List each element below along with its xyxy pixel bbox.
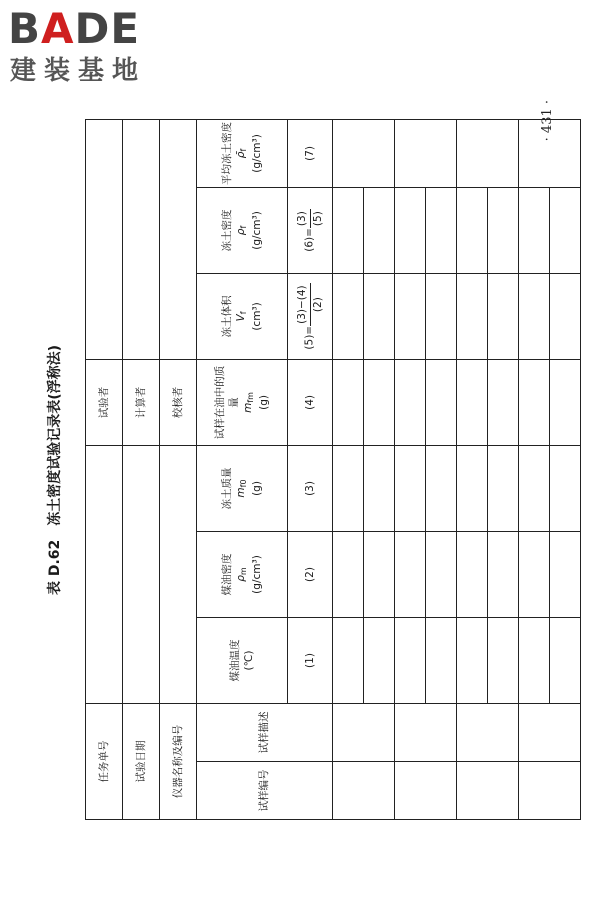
data-cell[interactable] (364, 187, 395, 273)
data-cell[interactable] (488, 532, 519, 618)
data-cell[interactable] (333, 119, 395, 187)
info-row-3 (160, 119, 197, 819)
data-cell[interactable] (395, 618, 426, 704)
rotated-page (40, 100, 560, 840)
data-row (333, 119, 364, 819)
header-sample-desc: 试样描述 (197, 704, 333, 762)
instrument-label: 仪器名称及编号 (160, 704, 197, 820)
data-cell[interactable] (457, 618, 488, 704)
index-5-formula: (5)= (3)−(4) (2) (288, 273, 333, 359)
data-cell[interactable] (395, 119, 457, 187)
header-col2: 煤油密度 $\rho_m$ (g/cm³) (197, 532, 288, 618)
data-cell[interactable] (457, 273, 488, 359)
index-6-formula: (6)= (3) (5) (288, 187, 333, 273)
checker-value[interactable] (160, 119, 197, 359)
logo-brand-text: BADE (8, 4, 141, 53)
data-cell[interactable] (333, 618, 364, 704)
data-cell[interactable] (426, 445, 457, 531)
data-cell[interactable] (457, 445, 488, 531)
data-cell[interactable] (457, 359, 488, 445)
data-cell[interactable] (395, 762, 457, 820)
data-cell[interactable] (333, 445, 364, 531)
data-cell[interactable] (395, 273, 426, 359)
data-cell[interactable] (364, 273, 395, 359)
data-cell[interactable] (395, 445, 426, 531)
logo-chinese-text: 建装基地 (10, 56, 147, 86)
index-3: (3) (288, 445, 333, 531)
info-row-2 (123, 119, 160, 819)
data-cell[interactable] (395, 704, 457, 762)
calculator-value[interactable] (123, 119, 160, 359)
index-1: (1) (288, 618, 333, 704)
data-cell[interactable] (395, 187, 426, 273)
header-col3: 冻土质量 $m_{f0}$ (g) (197, 445, 288, 531)
header-col4: 试样在油中的质量 $m_{fm}$ (g) (197, 359, 288, 445)
checker-label: 校核者 (160, 359, 197, 445)
test-date-value[interactable] (123, 445, 160, 703)
data-cell[interactable] (457, 532, 488, 618)
calculator-label: 计算者 (123, 359, 160, 445)
data-cell[interactable] (364, 532, 395, 618)
brand-logo (8, 6, 178, 90)
frozen-soil-density-table (85, 119, 581, 820)
data-cell[interactable] (426, 273, 457, 359)
header-sample-no: 试样编号 (197, 762, 333, 820)
data-cell[interactable] (488, 273, 519, 359)
index-7: (7) (288, 119, 333, 187)
instrument-value[interactable] (160, 445, 197, 703)
header-row (197, 119, 288, 819)
header-col7: 平均冻土密度 $\rhō_f$ (g/cm³) (197, 119, 288, 187)
data-cell[interactable] (488, 618, 519, 704)
data-cell[interactable] (364, 618, 395, 704)
data-cell[interactable] (457, 704, 519, 762)
test-date-label: 试验日期 (123, 704, 160, 820)
data-cell[interactable] (488, 359, 519, 445)
tester-label: 试验者 (86, 359, 123, 445)
task-no-label: 任务单号 (86, 704, 123, 820)
data-cell[interactable] (333, 359, 364, 445)
info-row-1 (86, 119, 123, 819)
data-cell[interactable] (426, 618, 457, 704)
data-cell[interactable] (395, 532, 426, 618)
table-title: 表 D.62 冻土密度试验记录表(浮称法) (47, 344, 63, 596)
data-cell[interactable] (395, 359, 426, 445)
data-cell[interactable] (488, 445, 519, 531)
data-cell[interactable] (488, 187, 519, 273)
data-cell[interactable] (333, 187, 364, 273)
data-row (457, 119, 488, 819)
data-cell[interactable] (333, 273, 364, 359)
page-number: · 431 · (540, 100, 555, 142)
header-col5: 冻土体积 $V_f$ (cm³) (197, 273, 288, 359)
index-2: (2) (288, 532, 333, 618)
data-cell[interactable] (364, 359, 395, 445)
data-cell[interactable] (426, 187, 457, 273)
data-cell[interactable] (333, 762, 395, 820)
task-no-value[interactable] (86, 445, 123, 703)
tester-value[interactable] (86, 119, 123, 359)
data-row (395, 119, 426, 819)
data-cell[interactable] (426, 532, 457, 618)
header-col6: 冻土密度 $\rho_f$ (g/cm³) (197, 187, 288, 273)
index-4: (4) (288, 359, 333, 445)
header-col1: 煤油温度 (℃) (197, 618, 288, 704)
data-cell[interactable] (364, 445, 395, 531)
data-cell[interactable] (457, 187, 488, 273)
data-cell[interactable] (333, 532, 364, 618)
data-cell[interactable] (457, 762, 519, 820)
data-cell[interactable] (426, 359, 457, 445)
data-cell[interactable] (333, 704, 395, 762)
data-cell[interactable] (457, 119, 519, 187)
